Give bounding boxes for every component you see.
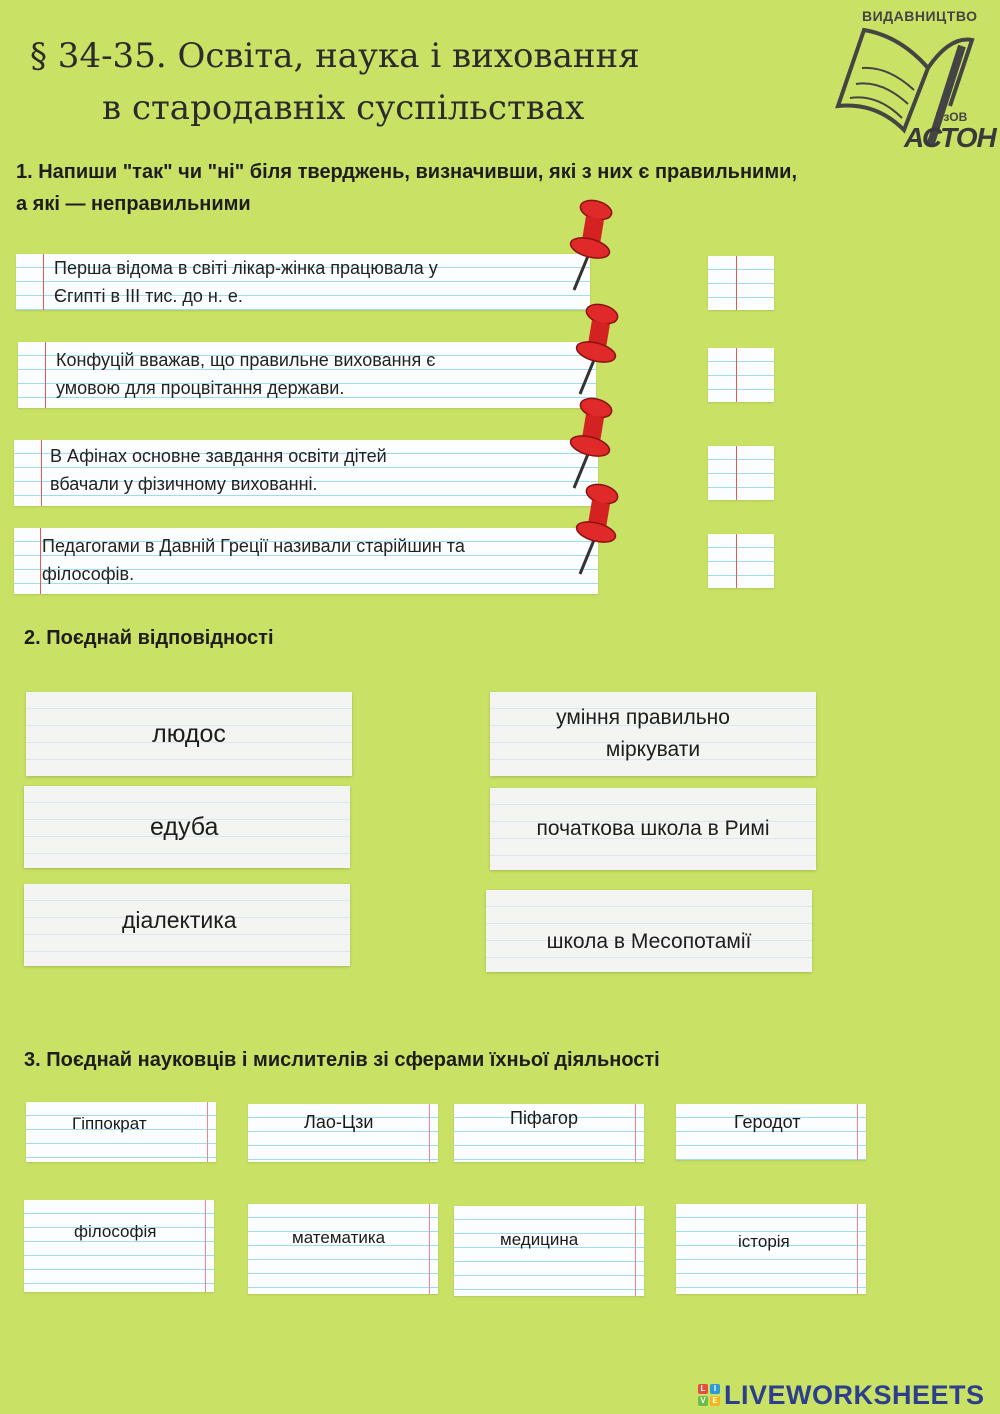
logo-top-text: ВИДАВНИЦТВО [862,8,978,24]
field-card-4[interactable] [676,1204,866,1294]
statement-4-line-1: Педагогами в Давній Греції називали старійшин та [42,536,465,556]
match-left-text-2: едуба [150,812,219,841]
statement-3-line-1: В Афінах основне завдання освіти дітей [50,446,387,466]
push-pin-icon [566,482,622,578]
match-right-text-1-line-1: уміння правильно [556,706,730,729]
section3-heading: 3. Поєднай науковців і мислителів зі сферами їхньої діяльності [24,1049,660,1071]
logo-letter-i: I [710,1384,720,1394]
section1-heading [16,156,797,220]
person-card-3[interactable] [454,1104,644,1162]
person-text-2: Лао-Цзи [304,1112,374,1132]
publisher-logo [830,6,995,156]
match-right-card-3[interactable] [486,890,812,972]
match-right-card-2[interactable] [490,788,816,870]
liveworksheets-icon [698,1384,720,1406]
answer-box-2[interactable] [708,348,774,402]
push-pin-icon [566,302,622,398]
statement-2-line-2: умовою для процвітання держави. [56,378,345,398]
match-left-card-2[interactable] [24,786,350,868]
person-card-1[interactable] [26,1102,216,1162]
logo-letter-v: V [698,1396,708,1406]
title-line-1: § 34-35. Освіта, наука і виховання [30,36,640,76]
logo-letter-l: L [698,1384,708,1394]
match-left-card-3[interactable] [24,884,350,966]
statement-3-line-2: вбачали у фізичному вихованні. [50,474,318,494]
person-text-4: Геродот [734,1112,801,1132]
person-card-4[interactable] [676,1104,866,1160]
statement-card-3 [14,440,598,506]
page-title [30,30,730,134]
title-line-2: в стародавніх суспільствах [102,88,585,128]
field-card-3[interactable] [454,1206,644,1296]
section1-heading-line-2: а які — неправильними [16,193,251,215]
match-right-text-1-line-2: міркувати [605,738,701,761]
liveworksheets-logo [698,1378,985,1412]
match-right-card-1[interactable] [490,692,816,776]
match-right-text-2: початкова школа в Римі [536,817,770,840]
match-left-card-1[interactable] [26,692,352,776]
field-card-1[interactable] [24,1200,214,1292]
field-card-2[interactable] [248,1204,438,1294]
logo-letter-e: E [710,1396,720,1406]
answer-box-4[interactable] [708,534,774,588]
match-left-text-1: людос [152,719,226,748]
match-right-text-3: школа в Месопотамії [546,930,752,953]
statement-2-line-1: Конфуцій вважав, що правильне виховання є [56,350,436,370]
section2-heading: 2. Поєднай відповідності [24,627,274,649]
person-text-1: Гіппократ [72,1114,147,1133]
statement-1-line-2: Єгипті в ІІІ тис. до н. е. [54,286,243,306]
statement-card-2 [18,342,596,408]
answer-box-1[interactable] [708,256,774,310]
liveworksheets-brand: LIVEWORKSHEETS [724,1379,985,1410]
answer-box-3[interactable] [708,446,774,500]
person-card-2[interactable] [248,1104,438,1162]
logo-small-text: ТзОВ [936,110,968,124]
push-pin-icon [560,198,616,294]
logo-brand: АСТОН [904,122,996,153]
statement-4-line-2: філософів. [42,564,135,584]
statement-card-4 [14,528,598,594]
section1-heading-line-1: 1. Напиши "так" чи "ні" біля тверджень, визначивши, які з них є правильними, [16,161,797,183]
person-text-3: Піфагор [510,1108,578,1128]
statement-card-1 [16,254,590,310]
field-text-4: історія [738,1232,790,1251]
field-text-2: математика [292,1228,386,1247]
push-pin-icon [560,396,616,492]
statement-1-line-1: Перша відома в світі лікар-жінка працювала у [54,258,438,278]
match-left-text-3: діалектика [122,906,237,933]
field-text-1: філософія [74,1222,157,1241]
field-text-3: медицина [500,1230,579,1249]
